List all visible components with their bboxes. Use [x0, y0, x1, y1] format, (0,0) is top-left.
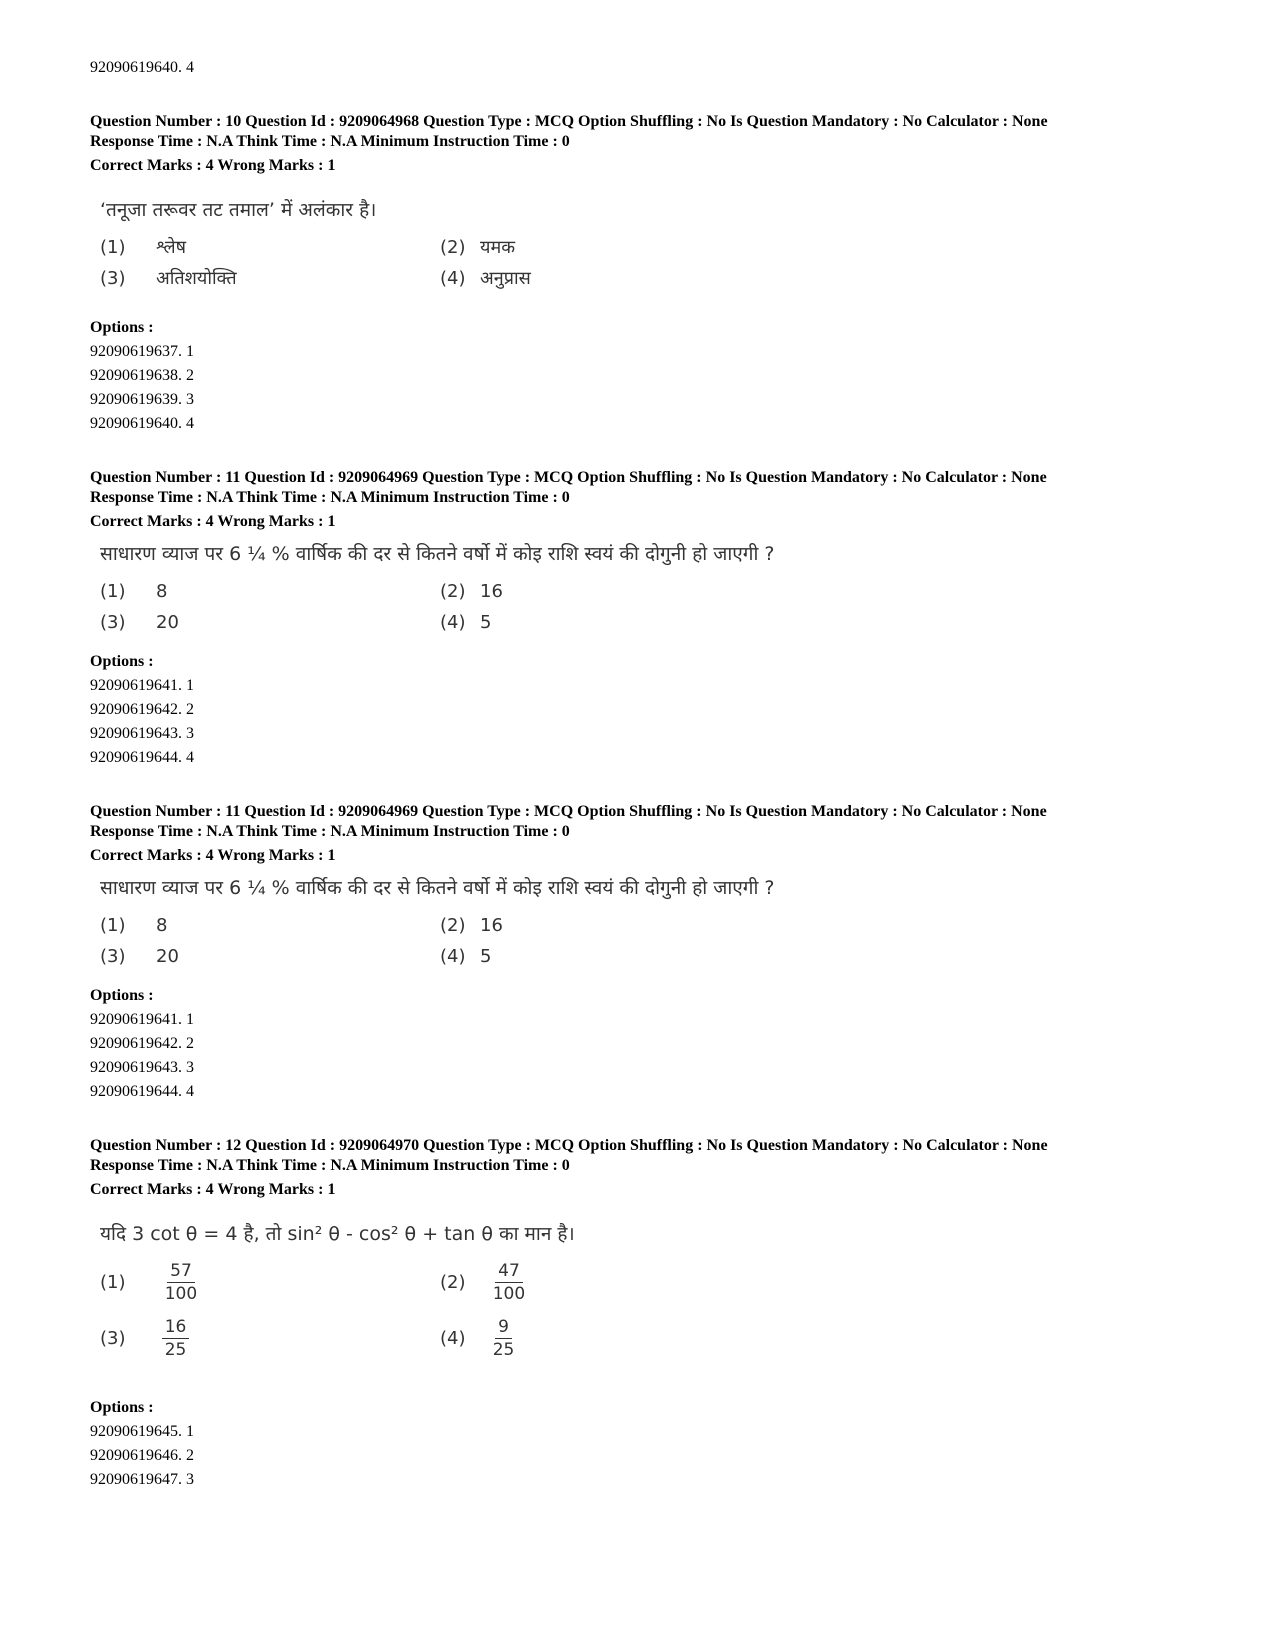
choice-1: (1) 8 [100, 581, 168, 602]
option-line: 92090619640. 4 [90, 59, 194, 76]
option-line: 92090619641. 1 [90, 677, 194, 694]
question-timing: Response Time : N.A Think Time : N.A Minimum Instruction Time : 0 [90, 823, 570, 840]
question-image [100, 1222, 800, 1372]
option-line: 92090619642. 2 [90, 701, 194, 718]
question-timing: Response Time : N.A Think Time : N.A Minimum Instruction Time : 0 [90, 489, 570, 506]
question-header: Question Number : 11 Question Id : 9209064969 Question Type : MCQ Option Shuffling : No Is Question Mandatory : No Calculator : None [90, 469, 1047, 486]
choice-2: (2) यमक [440, 237, 516, 258]
question-header: Question Number : 10 Question Id : 9209064968 Question Type : MCQ Option Shuffling : No Is Question Mandatory : No Calculator : None [90, 113, 1048, 130]
option-line: 92090619639. 3 [90, 391, 194, 408]
question-marks: Correct Marks : 4 Wrong Marks : 1 [90, 1181, 336, 1198]
choice-4: (4) 5 [440, 612, 492, 633]
option-line: 92090619638. 2 [90, 367, 194, 384]
options-label: Options : [90, 653, 154, 670]
question-image [100, 542, 800, 642]
fraction: $\frac{57}{100}$ [164, 1261, 198, 1304]
options-label: Options : [90, 1399, 154, 1416]
question-marks: Correct Marks : 4 Wrong Marks : 1 [90, 513, 336, 530]
question-text: ‘तनूजा तरूवर तट तमाल’ में अलंकार है। [100, 199, 377, 221]
choice-2: (2) 16 [440, 581, 503, 602]
choice-3: (3) $\frac{16}{25}$ [100, 1316, 189, 1361]
question-header: Question Number : 11 Question Id : 9209064969 Question Type : MCQ Option Shuffling : No Is Question Mandatory : No Calculator : None [90, 803, 1047, 820]
question-timing: Response Time : N.A Think Time : N.A Minimum Instruction Time : 0 [90, 1157, 570, 1174]
question-marks: Correct Marks : 4 Wrong Marks : 1 [90, 157, 336, 174]
choice-4: (4) $\frac{9}{25}$ [440, 1316, 517, 1361]
choice-4: (4) 5 [440, 946, 492, 967]
question-text: साधारण व्याज पर 6 ¼ % वार्षिक की दर से कितने वर्षो में कोइ राशि स्वयं की दोगुनी हो जाएगी ? [100, 877, 775, 899]
question-text: साधारण व्याज पर 6 ¼ % वार्षिक की दर से कितने वर्षो में कोइ राशि स्वयं की दोगुनी हो जाएगी ? [100, 543, 775, 565]
options-label: Options : [90, 987, 154, 1004]
choice-3: (3) 20 [100, 612, 179, 633]
choice-1: (1) श्लेष [100, 237, 187, 258]
question-header: Question Number : 12 Question Id : 9209064970 Question Type : MCQ Option Shuffling : No Is Question Mandatory : No Calculator : None [90, 1137, 1048, 1154]
choice-1: (1) $\frac{57}{100}$ [100, 1260, 200, 1305]
option-line: 92090619640. 4 [90, 415, 194, 432]
question-marks: Correct Marks : 4 Wrong Marks : 1 [90, 847, 336, 864]
question-timing: Response Time : N.A Think Time : N.A Minimum Instruction Time : 0 [90, 133, 570, 150]
option-line: 92090619645. 1 [90, 1423, 194, 1440]
option-line: 92090619637. 1 [90, 343, 194, 360]
question-image [100, 876, 800, 976]
fraction: $\frac{16}{25}$ [162, 1316, 190, 1361]
options-label: Options : [90, 319, 154, 336]
option-line: 92090619647. 3 [90, 1471, 194, 1488]
option-line: 92090619643. 3 [90, 1059, 194, 1076]
choice-2: (2) 16 [440, 915, 503, 936]
fraction: $\frac{9}{25}$ [492, 1317, 515, 1360]
fraction: $\frac{47}{100}$ [492, 1261, 526, 1304]
option-line: 92090619644. 4 [90, 1083, 194, 1100]
choice-3: (3) अतिशयोक्ति [100, 268, 237, 289]
question-image [100, 196, 800, 296]
choice-1: (1) 8 [100, 915, 168, 936]
choice-4: (4) अनुप्रास [440, 268, 531, 289]
choice-3: (3) 20 [100, 946, 179, 967]
option-line: 92090619643. 3 [90, 725, 194, 742]
option-line: 92090619646. 2 [90, 1447, 194, 1464]
choice-2: (2) $\frac{47}{100}$ [440, 1260, 528, 1305]
option-line: 92090619641. 1 [90, 1011, 194, 1028]
option-line: 92090619642. 2 [90, 1035, 194, 1052]
option-line: 92090619644. 4 [90, 749, 194, 766]
question-text: यदि 3 cot θ = 4 है, तो sin² θ - cos² θ + tan θ का मान है। [100, 1223, 575, 1245]
